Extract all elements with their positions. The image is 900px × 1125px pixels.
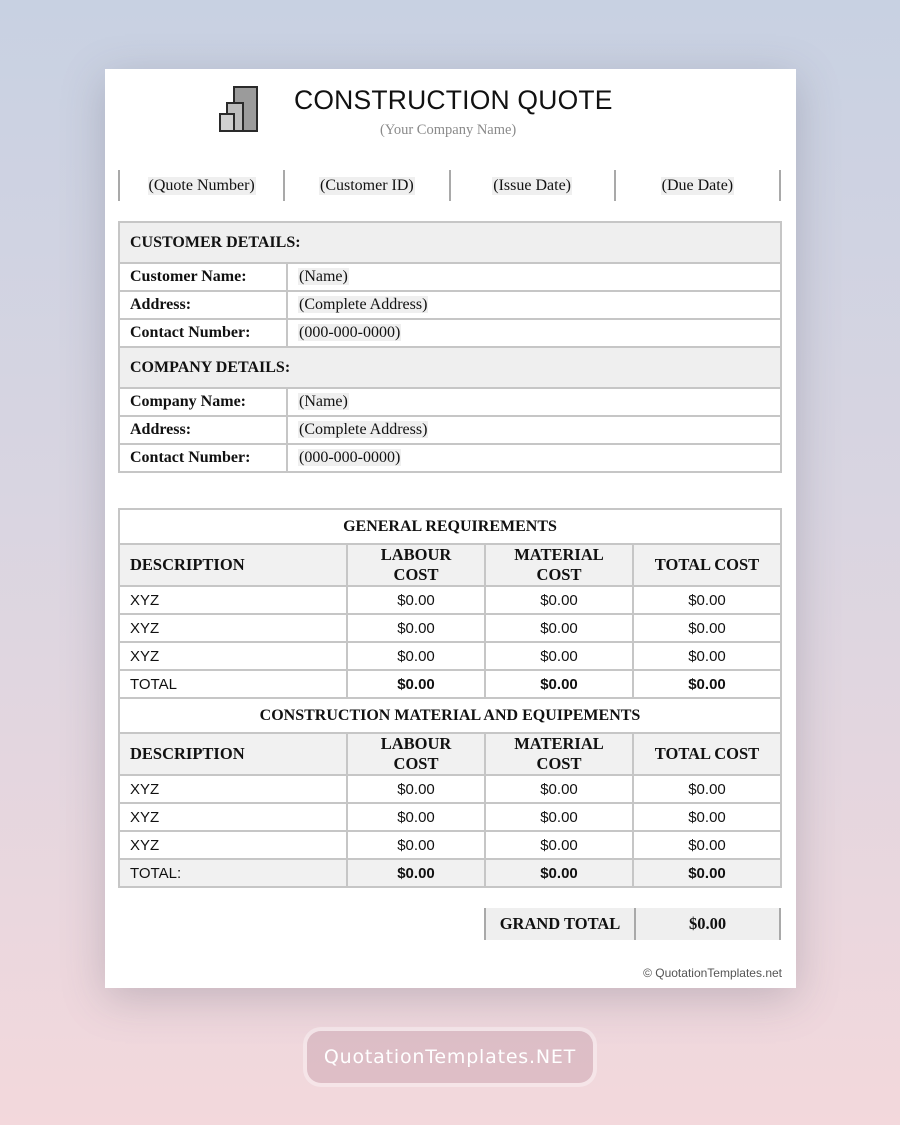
customer-name-field[interactable]: (Name)	[299, 268, 348, 285]
issue-date-field[interactable]: (Issue Date)	[493, 176, 571, 194]
general-total-row	[119, 670, 781, 698]
customer-contact-cell	[287, 319, 781, 347]
material-cost-cell[interactable]: $0.00	[485, 831, 633, 859]
total-cost-cell[interactable]: $0.00	[633, 642, 781, 670]
customer-address-cell	[287, 291, 781, 319]
material-cost-total[interactable]: $0.00	[485, 670, 633, 698]
labour-cost-total[interactable]: $0.00	[347, 859, 485, 887]
total-cost-cell[interactable]: $0.00	[633, 831, 781, 859]
column-header-labour-cost: LABOUR COST	[347, 733, 485, 775]
customer-name-cell	[287, 263, 781, 291]
company-details-heading-row	[119, 347, 781, 388]
customer-details-heading: CUSTOMER DETAILS:	[119, 222, 781, 263]
material-cost-total[interactable]: $0.00	[485, 859, 633, 887]
table-row	[119, 642, 781, 670]
column-header-material-cost: MATERIAL COST	[485, 733, 633, 775]
table-row	[119, 775, 781, 803]
customer-details-heading-row	[119, 222, 781, 263]
copyright-text: © QuotationTemplates.net	[643, 966, 782, 980]
labour-cost-cell[interactable]: $0.00	[347, 803, 485, 831]
column-header-total-cost: TOTAL COST	[633, 544, 781, 586]
table-row	[119, 831, 781, 859]
column-header-total-cost: TOTAL COST	[633, 733, 781, 775]
quote-meta-bar	[118, 170, 781, 201]
company-details-heading: COMPANY DETAILS:	[119, 347, 781, 388]
total-cost-cell[interactable]: $0.00	[633, 775, 781, 803]
column-header-description: DESCRIPTION	[119, 544, 347, 586]
customer-name-label: Customer Name:	[119, 263, 287, 291]
column-header-material-cost: MATERIAL COST	[485, 544, 633, 586]
table-row	[119, 803, 781, 831]
company-contact-row	[119, 444, 781, 472]
materials-header-row	[119, 733, 781, 775]
description-cell[interactable]: XYZ	[119, 642, 347, 670]
customer-address-field[interactable]: (Complete Address)	[299, 296, 428, 313]
labour-cost-cell[interactable]: $0.00	[347, 614, 485, 642]
customer-contact-row	[119, 319, 781, 347]
company-contact-label: Contact Number:	[119, 444, 287, 472]
total-cost-cell[interactable]: $0.00	[633, 803, 781, 831]
document-title: CONSTRUCTION QUOTE	[294, 85, 613, 115]
customer-contact-field[interactable]: (000-000-0000)	[299, 324, 401, 341]
general-requirements-title-row	[119, 509, 781, 544]
column-header-labour-cost: LABOUR COST	[347, 544, 485, 586]
watermark-badge: QuotationTemplates.NET	[307, 1031, 593, 1083]
description-cell[interactable]: XYZ	[119, 803, 347, 831]
due-date-cell	[614, 170, 781, 201]
issue-date-cell	[449, 170, 614, 201]
company-name-placeholder[interactable]: (Your Company Name)	[380, 122, 517, 138]
cost-table	[118, 508, 782, 888]
company-address-row	[119, 416, 781, 444]
quote-number-cell	[118, 170, 283, 201]
grand-total-value[interactable]: $0.00	[636, 908, 781, 940]
total-label: TOTAL:	[119, 859, 347, 887]
company-address-cell	[287, 416, 781, 444]
description-cell[interactable]: XYZ	[119, 586, 347, 614]
labour-cost-cell[interactable]: $0.00	[347, 586, 485, 614]
customer-address-row	[119, 291, 781, 319]
total-label: TOTAL	[119, 670, 347, 698]
general-requirements-title: GENERAL REQUIREMENTS	[119, 509, 781, 544]
customer-contact-label: Contact Number:	[119, 319, 287, 347]
table-row	[119, 614, 781, 642]
quote-number-field[interactable]: (Quote Number)	[148, 176, 255, 194]
company-name-row	[119, 388, 781, 416]
labour-cost-cell[interactable]: $0.00	[347, 775, 485, 803]
company-address-label: Address:	[119, 416, 287, 444]
customer-id-field[interactable]: (Customer ID)	[319, 176, 414, 194]
labour-cost-cell[interactable]: $0.00	[347, 642, 485, 670]
description-cell[interactable]: XYZ	[119, 614, 347, 642]
company-address-field[interactable]: (Complete Address)	[299, 421, 428, 438]
company-contact-field[interactable]: (000-000-0000)	[299, 449, 401, 466]
customer-id-cell	[283, 170, 448, 201]
due-date-field[interactable]: (Due Date)	[661, 176, 734, 194]
labour-cost-cell[interactable]: $0.00	[347, 831, 485, 859]
company-name-field[interactable]: (Name)	[299, 393, 348, 410]
material-cost-cell[interactable]: $0.00	[485, 642, 633, 670]
labour-cost-total[interactable]: $0.00	[347, 670, 485, 698]
general-header-row	[119, 544, 781, 586]
material-cost-cell[interactable]: $0.00	[485, 775, 633, 803]
grand-total-box	[484, 908, 781, 940]
materials-title-row	[119, 698, 781, 733]
materials-equipment-title: CONSTRUCTION MATERIAL AND EQUIPEMENTS	[119, 698, 781, 733]
customer-name-row	[119, 263, 781, 291]
total-cost-cell[interactable]: $0.00	[633, 614, 781, 642]
quote-document	[105, 69, 796, 988]
company-name-cell	[287, 388, 781, 416]
company-contact-cell	[287, 444, 781, 472]
buildings-icon	[218, 85, 260, 133]
material-cost-cell[interactable]: $0.00	[485, 586, 633, 614]
details-table	[118, 221, 782, 473]
grand-total-label: GRAND TOTAL	[484, 908, 636, 940]
total-cost-total[interactable]: $0.00	[633, 859, 781, 887]
material-cost-cell[interactable]: $0.00	[485, 614, 633, 642]
company-name-label: Company Name:	[119, 388, 287, 416]
column-header-description: DESCRIPTION	[119, 733, 347, 775]
customer-address-label: Address:	[119, 291, 287, 319]
materials-total-row	[119, 859, 781, 887]
description-cell[interactable]: XYZ	[119, 831, 347, 859]
material-cost-cell[interactable]: $0.00	[485, 803, 633, 831]
table-row	[119, 586, 781, 614]
total-cost-total[interactable]: $0.00	[633, 670, 781, 698]
description-cell[interactable]: XYZ	[119, 775, 347, 803]
total-cost-cell[interactable]: $0.00	[633, 586, 781, 614]
